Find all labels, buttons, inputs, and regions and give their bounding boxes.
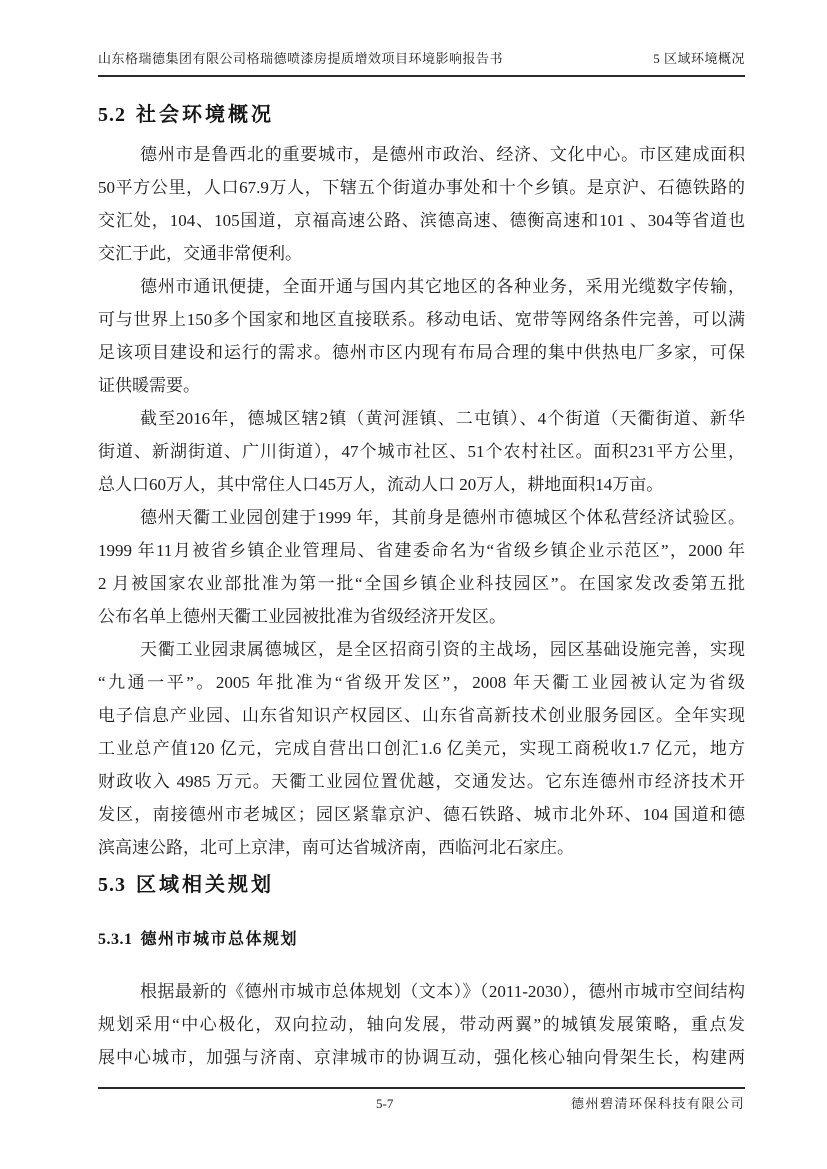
- text-line: 总人口60万人，其中常住人口45万人，流动人口 20万人，耕地面积14万亩。: [98, 475, 664, 494]
- section-heading-5-3: [98, 870, 745, 900]
- subsection-number: 5.3.1: [98, 931, 133, 948]
- header-right-title: 5 区域环境概况: [653, 51, 745, 66]
- paragraph: [98, 402, 745, 501]
- paragraph: [98, 975, 745, 1074]
- text-line: 50平方公里，人口67.9万人，下辖五个街道办事处和十个乡镇。是京沪、石德铁路的: [98, 178, 745, 197]
- paragraph: [98, 270, 745, 402]
- text-line: 足该项目建设和运行的需求。德州市区内现有布局合理的集中供热电厂多家，可保: [98, 343, 745, 362]
- text-line: 交汇于此，交通非常便利。: [98, 244, 302, 263]
- text-line: 街道、新湖街道、广川街道），47个城市社区、51个农村社区。面积231平方公里，: [98, 442, 745, 461]
- text-line: 2 月被国家农业部批准为第一批“全国乡镇企业科技园区”。在国家发改委第五批: [98, 574, 745, 593]
- text-line: 展中心城市，加强与济南、京津城市的协调互动，强化核心轴向骨架生长，构建两: [98, 1048, 745, 1067]
- text-line: 规划采用“中心极化，双向拉动，轴向发展，带动两翼”的城镇发展策略，重点发: [98, 1015, 745, 1034]
- text-line: 公布名单上德州天衢工业园被批准为省级经济开发区。: [98, 607, 506, 626]
- text-line: 电子信息产业园、山东省知识产权园区、山东省高新技术创业服务园区。全年实现: [98, 706, 745, 725]
- text-line: 工业总产值120 亿元，完成自营出口创汇1.6 亿美元，实现工商税收1.7 亿元，地方: [98, 739, 745, 758]
- text-line: 德州市是鲁西北的重要城市，是德州市政治、经济、文化中心。市区建成面积: [140, 145, 745, 164]
- text-line: 证供暖需要。: [98, 376, 200, 395]
- text-line: 德州市通讯便捷，全面开通与国内其它地区的各种业务，采用光缆数字传输，: [140, 277, 745, 296]
- section-title: 社会环境概况: [136, 104, 274, 126]
- text-line: 根据最新的《德州市城市总体规划（文本）》（2011-2030），德州市城市空间结构: [140, 982, 745, 1001]
- section-number: 5.2: [98, 104, 126, 126]
- page-footer: [98, 1087, 745, 1113]
- text-line: 可与世界上150多个国家和地区直接联系。移动电话、宽带等网络条件完善，可以满: [98, 310, 745, 329]
- paragraph: [98, 633, 745, 864]
- text-line: 1999 年11月被省乡镇企业管理局、省建委命名为“省级乡镇企业示范区”，2000 年: [98, 541, 745, 560]
- subsection-heading-5-3-1: [98, 928, 745, 952]
- paragraph: [98, 501, 745, 633]
- text-line: 德州天衢工业园创建于1999 年，其前身是德州市德城区个体私营经济试验区。: [140, 508, 745, 527]
- text-line: 截至2016年，德城区辖2镇（黄河涯镇、二屯镇）、4个街道（天衢街道、新华: [140, 409, 745, 428]
- page-header: [98, 50, 745, 77]
- section-number: 5.3: [98, 874, 126, 896]
- text-line: 发区，南接德州市老城区；园区紧靠京沪、德石铁路、城市北外环、104 国道和德: [98, 805, 745, 824]
- text-line: 滨高速公路，北可上京津，南可达省城济南，西临河北石家庄。: [98, 838, 574, 857]
- text-line: 天衢工业园隶属德城区，是全区招商引资的主战场，园区基础设施完善，实现: [140, 640, 745, 659]
- text-line: 财政收入 4985 万元。天衢工业园位置优越，交通发达。它东连德州市经济技术开: [98, 772, 745, 791]
- subsection-title: 德州市城市总体规划: [140, 931, 299, 948]
- page-number: 5-7: [376, 1096, 394, 1111]
- section-title: 区域相关规划: [136, 874, 274, 896]
- header-left-title: 山东格瑞德集团有限公司格瑞德喷漆房提质增效项目环境影响报告书: [98, 51, 504, 66]
- footer-row: [98, 1095, 745, 1113]
- text-line: 交汇处，104、105国道，京福高速公路、滨德高速、德衡高速和101 、304等省道也: [98, 211, 745, 230]
- document-content: [98, 50, 745, 1074]
- footer-company-name: 德州碧清环保科技有限公司: [570, 1096, 745, 1111]
- paragraph: [98, 138, 745, 270]
- section-heading-5-2: [98, 100, 745, 130]
- text-line: “九通一平”。2005 年批准为“省级开发区”，2008 年天衢工业园被认定为省级: [98, 673, 745, 692]
